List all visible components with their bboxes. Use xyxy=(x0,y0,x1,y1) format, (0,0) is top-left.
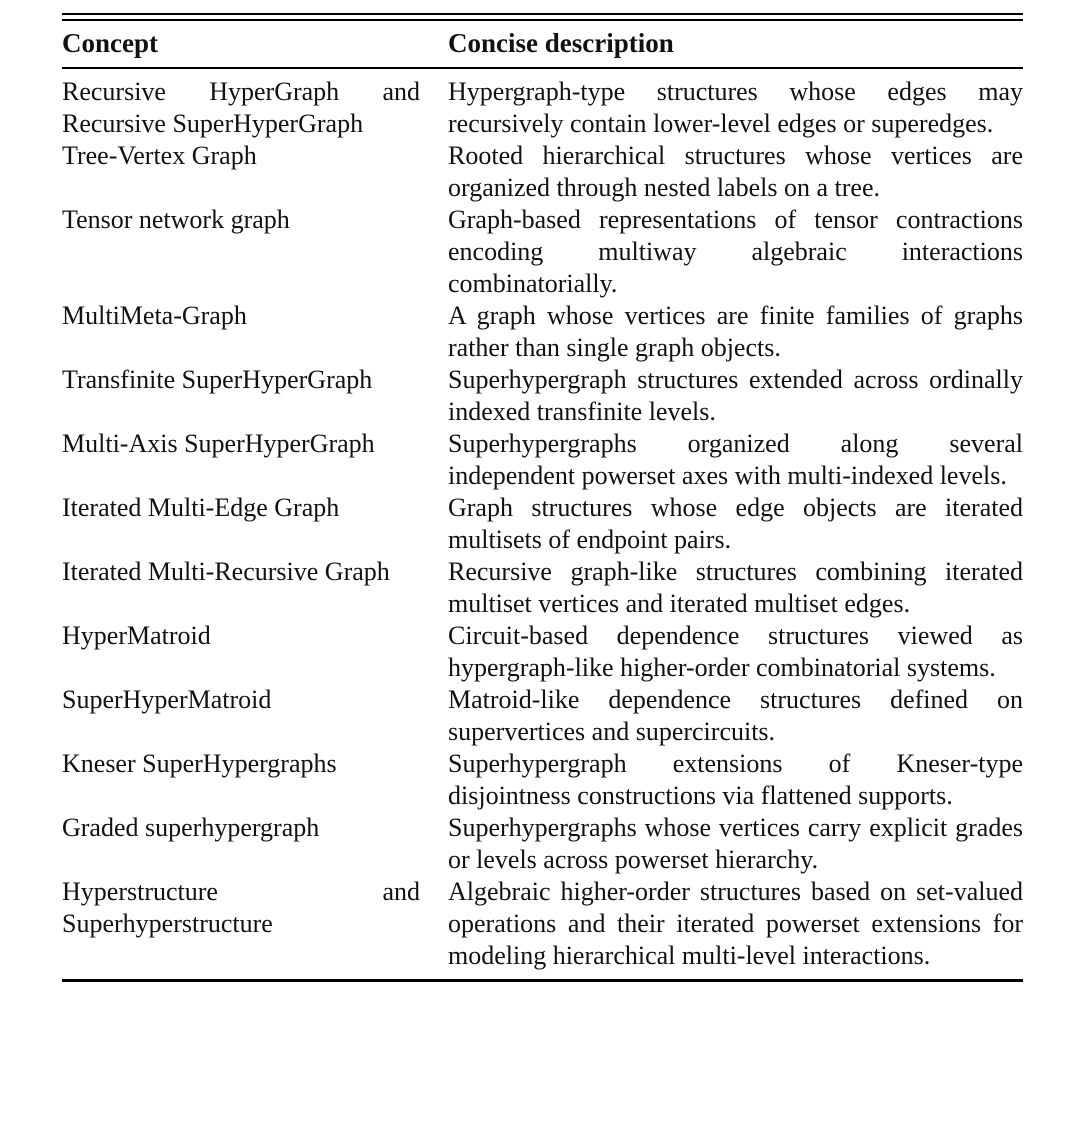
table-row xyxy=(62,556,1023,620)
table-row xyxy=(62,684,1023,748)
concept-cell: SuperHyperMatroid xyxy=(62,685,272,714)
description-cell: Superhypergraph extensions of Kneser-type disjointness constructions via flattened supports. xyxy=(448,749,1023,810)
table-row xyxy=(62,140,1023,204)
table-row xyxy=(62,364,1023,428)
table-row xyxy=(62,300,1023,364)
table-row xyxy=(62,876,1023,972)
concept-cell: Transfinite SuperHyperGraph xyxy=(62,365,373,394)
description-cell: Algebraic higher-order structures based on set-valued operations and their iterated powerset extensions for modeling hierarchical multi-level interactions. xyxy=(448,877,1023,970)
description-cell: Superhypergraph structures extended across ordinally indexed transfinite levels. xyxy=(448,365,1023,426)
concept-cell: Recursive HyperGraph and Recursive SuperHyperGraph xyxy=(62,77,420,138)
column-header-description: Concise description xyxy=(448,28,674,58)
concept-cell: Iterated Multi-Edge Graph xyxy=(62,493,340,522)
table-row xyxy=(62,620,1023,684)
concept-cell: MultiMeta-Graph xyxy=(62,301,247,330)
description-cell: A graph whose vertices are finite families of graphs rather than single graph objects. xyxy=(448,301,1023,362)
table-row xyxy=(62,748,1023,812)
description-cell: Circuit-based dependence structures viewed as hypergraph-like higher-order combinatorial systems. xyxy=(448,621,1023,682)
concept-cell: Tensor network graph xyxy=(62,205,290,234)
table-header xyxy=(62,21,1023,67)
description-cell: Rooted hierarchical structures whose vertices are organized through nested labels on a tree. xyxy=(448,141,1023,202)
description-cell: Superhypergraphs whose vertices carry explicit grades or levels across powerset hierarchy. xyxy=(448,813,1023,874)
table-body xyxy=(62,69,1023,979)
description-cell: Hypergraph-type structures whose edges may recursively contain lower-level edges or superedges. xyxy=(448,77,1023,138)
concept-cell: Iterated Multi-Recursive Graph xyxy=(62,557,390,586)
concept-cell: Multi-Axis SuperHyperGraph xyxy=(62,429,375,458)
concept-cell: Hyperstructure and Superhyperstructure xyxy=(62,877,420,938)
description-cell: Recursive graph-like structures combining iterated multiset vertices and iterated multiset edges. xyxy=(448,557,1023,618)
concept-cell: Tree-Vertex Graph xyxy=(62,141,257,170)
concept-cell: Graded superhypergraph xyxy=(62,813,320,842)
column-header-concept: Concept xyxy=(62,28,158,58)
concept-cell: Kneser SuperHypergraphs xyxy=(62,749,337,778)
table-row xyxy=(62,204,1023,300)
table-row xyxy=(62,428,1023,492)
table-row xyxy=(62,812,1023,876)
paper-table xyxy=(62,13,1023,982)
concept-cell: HyperMatroid xyxy=(62,621,211,650)
description-cell: Graph structures whose edge objects are iterated multisets of endpoint pairs. xyxy=(448,493,1023,554)
description-cell: Superhypergraphs organized along several independent powerset axes with multi-indexed levels. xyxy=(448,429,1023,490)
table-row xyxy=(62,492,1023,556)
table-row xyxy=(62,76,1023,140)
description-cell: Graph-based representations of tensor contractions encoding multiway algebraic interactions combinatorially. xyxy=(448,205,1023,298)
description-cell: Matroid-like dependence structures defined on supervertices and supercircuits. xyxy=(448,685,1023,746)
top-rule xyxy=(62,13,1023,21)
bottom-rule xyxy=(62,979,1023,982)
